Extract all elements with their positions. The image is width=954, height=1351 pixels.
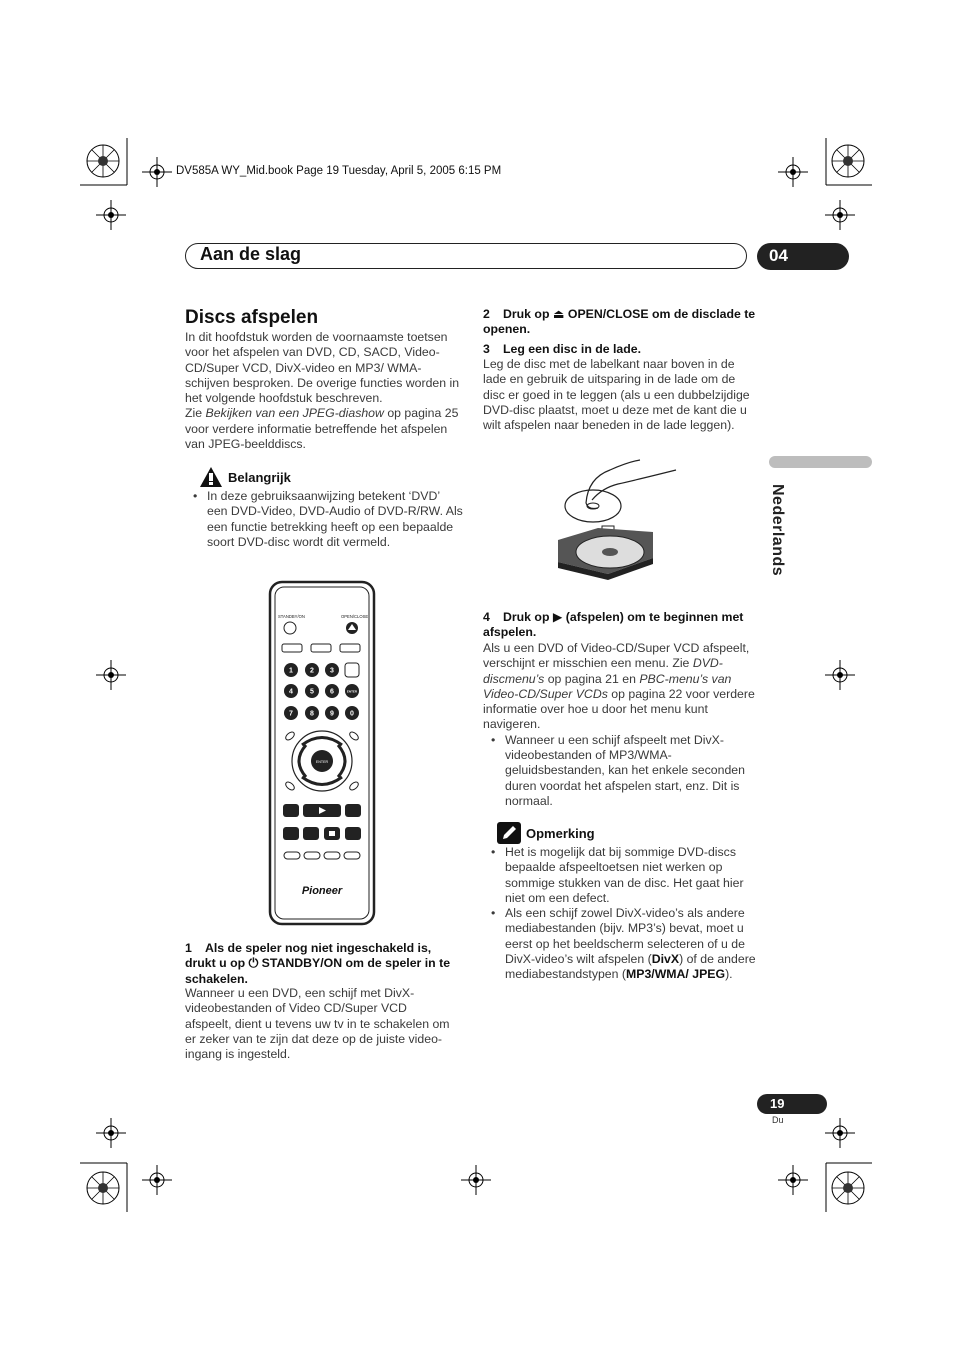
step-4-heading: 4 Druk op ▶ (afspelen) om te beginnen met afspelen. xyxy=(483,610,744,640)
step-4-bullet: • Wanneer u een schijf afspeelt met DivX-videobestanden of MP3/WMA-geluidsbestanden, kan het enkele seconden duren voordat het afspelen start, enz. Dit is normaal. xyxy=(483,733,759,809)
step-3-body: Leg de disc met de labelkant naar boven in de lade en gebruik de uitsparing in de lade om de disc er goed in te leggen (als u een dubbelzijdige DVD-disc plaatst, moet u deze met de kant die u wilt afspelen naar beneden in de lade leggen). xyxy=(483,357,750,433)
important-bullet: • In deze gebruiksaanwijzing betekent ‘DVD’ een DVD-Video, DVD-Audio of DVD-R/RW. Als een functie betrekking heeft op een bepaalde soort DVD-disc wordt dit vermeld. xyxy=(185,489,463,550)
note-bullet-1: • Het is mogelijk dat bij sommige DVD-discs bepaalde afspeeltoetsen niet werken op sommige stukken van de disc. Het gaat hier niet om een defect. xyxy=(483,845,759,906)
print-header: DV585A WY_Mid.book Page 19 Tuesday, April 5, 2005 6:15 PM xyxy=(176,165,502,177)
power-icon: ⏻ xyxy=(248,956,259,971)
intro-paragraph-2: Zie Bekijken van een JPEG-diashow op pagina 25 voor verdere informatie betreffende het afspelen van JPEG-beelddiscs. xyxy=(185,406,459,452)
note-bullets xyxy=(483,845,759,983)
remote-enter-small: ENTER xyxy=(346,689,358,694)
remote-digit-2: 2 xyxy=(310,667,314,675)
language-tab-label: Nederlands xyxy=(769,484,786,577)
remote-digit-4: 4 xyxy=(289,688,293,696)
chapter-title: Aan de slag xyxy=(200,244,302,264)
step-1-body: Wanneer u een DVD, een schijf met DivX-videobestanden of Video CD/Super VCD afspeelt, dient u tevens uw tv in te schakelen om er zeker van te zijn dat deze op de juiste video-ingang is ingesteld. xyxy=(185,986,450,1062)
note-bullet-2: • Als een schijf zowel DivX-video’s als andere mediabestanden (bijv. MP3’s) bevat, moet u eerst op het beeldscherm selecteren of u de DivX-video’s wilt afspelen (DivX) of de andere mediabestandstypen (MP3/WMA/ JPEG). xyxy=(483,906,759,982)
step-1-heading: 1 Als de speler nog niet ingeschakeld is, drukt u op ⏻ STANDBY/ON om de speler in te schakelen. xyxy=(185,941,451,986)
remote-brand-logo: Pioneer xyxy=(301,885,343,897)
remote-digit-3: 3 xyxy=(330,667,334,675)
remote-digit-1: 1 xyxy=(289,667,293,675)
remote-standby-label: STANDBY/ON xyxy=(278,614,305,619)
remote-digit-5: 5 xyxy=(310,688,314,696)
remote-digit-9: 9 xyxy=(330,710,334,718)
remote-open-label: OPEN/CLOSE xyxy=(341,614,369,619)
section-title: Discs afspelen xyxy=(185,307,319,328)
warning-icon xyxy=(199,466,223,488)
important-title: Belangrijk xyxy=(228,470,291,485)
play-icon: ▶ xyxy=(552,610,563,624)
disc-tray-illustration xyxy=(558,458,680,580)
remote-digit-7: 7 xyxy=(289,710,293,718)
intro-text xyxy=(185,330,463,452)
page-number: 19 xyxy=(757,1094,827,1114)
remote-digit-6: 6 xyxy=(330,688,334,696)
step-3-heading: 3 Leg een disc in de lade. xyxy=(483,342,642,356)
eject-icon: ⏏ xyxy=(552,307,565,321)
step-2-heading: 2 Druk op ⏏ OPEN/CLOSE om de disclade te openen. xyxy=(483,307,756,337)
language-tab-bar xyxy=(769,456,872,468)
note-pencil-icon xyxy=(497,822,521,844)
note-title: Opmerking xyxy=(526,826,595,841)
chapter-number: 04 xyxy=(757,243,849,270)
remote-control-illustration xyxy=(268,580,376,926)
remote-digit-0: 0 xyxy=(350,710,354,718)
remote-enter-big: ENTER xyxy=(315,760,329,764)
step-4-body: Als u een DVD of Video-CD/Super VCD afspeelt, verschijnt er misschien een menu. Zie DVD-discmenu’s op pagina 21 en PBC-menu’s van Video-CD/Super VCDs op pagina 22 voor verdere informatie over hoe u door het menu kunt navigeren. • Wanneer u een schijf afspeelt met DivX-videobestanden of MP3/WMA-geluidsbestanden, kan het enkele seconden duren voordat het afspelen start, enz. Dit is normaal. xyxy=(483,641,759,809)
remote-digit-8: 8 xyxy=(310,710,314,718)
intro-paragraph-1: In dit hoofdstuk worden de voornaamste toetsen voor het afspelen van DVD, CD, SACD, Video-CD/Super VCD, DivX-video en MP3/ WMA-schijven besproken. De overige functies worden in het volgende hoofdstuk beschreven. xyxy=(185,330,460,406)
page-language-code: Du xyxy=(772,1115,784,1125)
